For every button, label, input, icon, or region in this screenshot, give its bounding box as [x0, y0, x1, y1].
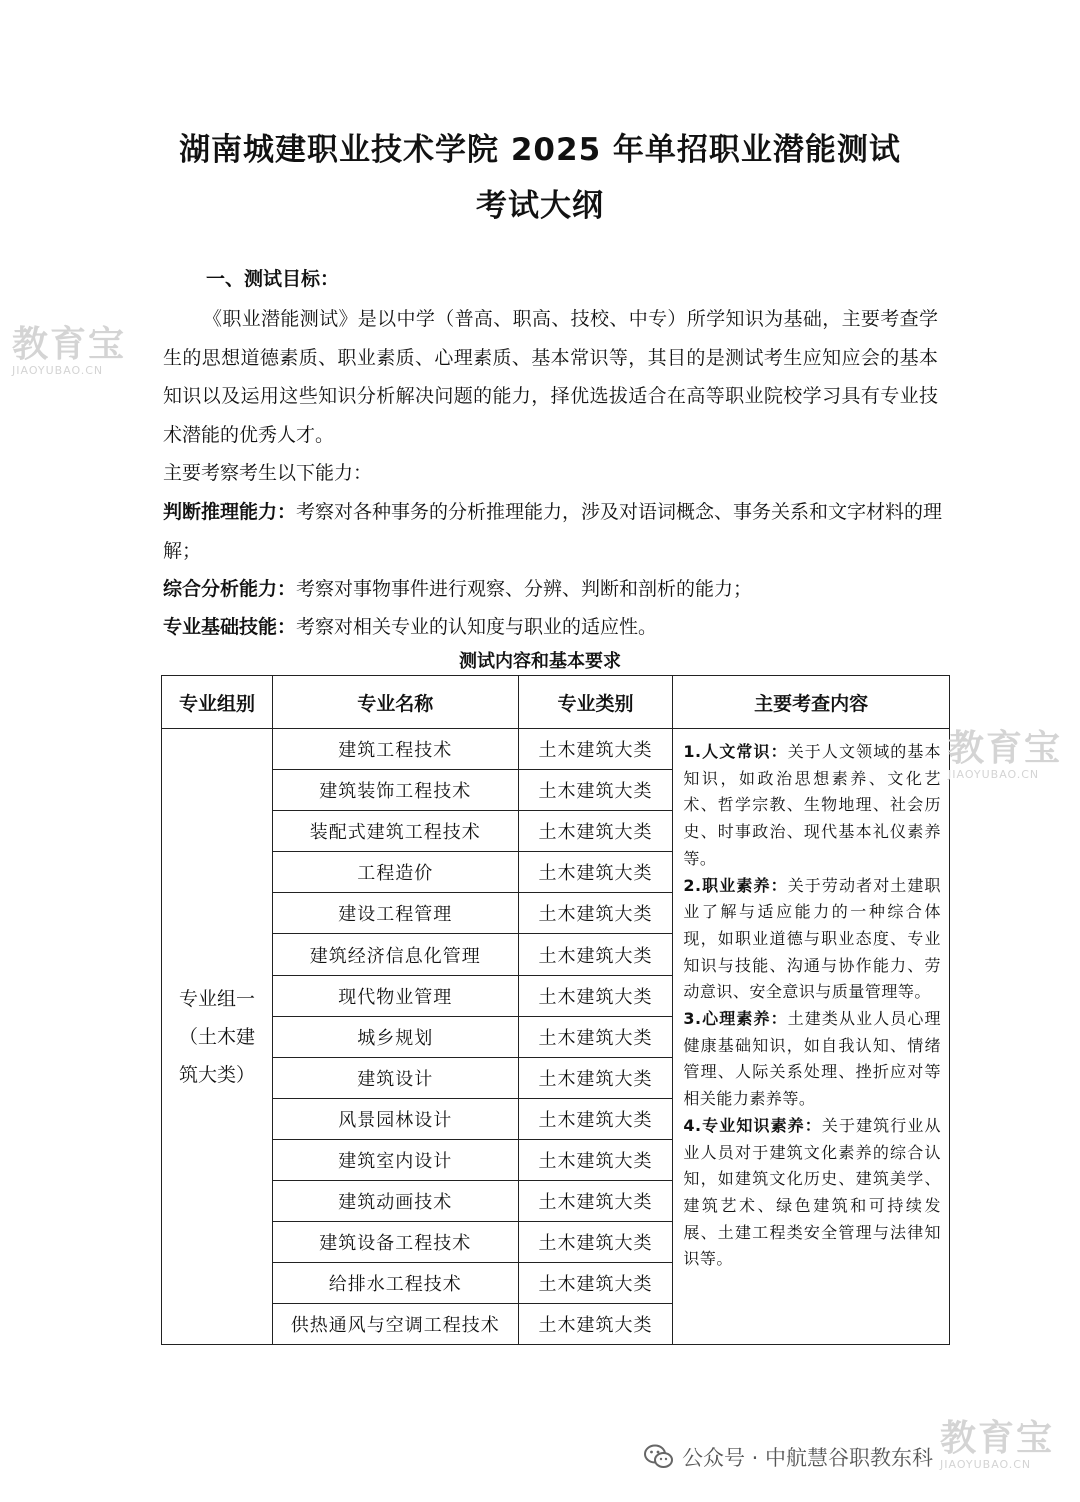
content-text: 关于建筑行业从业人员对于建筑文化素养的综合认知，如建筑文化历史、建筑美学、建筑艺术、绿色建筑和可持续发展、土建工程类安全管理与法律知识等。: [683, 1115, 941, 1269]
wechat-icon: [644, 1444, 674, 1470]
major-category: 土木建筑大类: [518, 729, 673, 770]
content-item: [683, 1006, 941, 1113]
major-name: 建筑设备工程技术: [272, 1222, 518, 1263]
header-category: 专业类别: [518, 676, 673, 729]
watermark-domain: JIAOYUBAO.CN: [12, 364, 104, 377]
watermark-text: 教育宝: [948, 728, 1063, 769]
major-category: 土木建筑大类: [518, 1057, 673, 1098]
major-category: 土木建筑大类: [518, 852, 673, 893]
major-category: 土木建筑大类: [518, 811, 673, 852]
major-category: 土木建筑大类: [518, 1304, 673, 1345]
ability-label: 判断推理能力：: [163, 501, 297, 523]
table-header-row: [162, 676, 950, 729]
footer-text: 公众号 · 中航慧谷职教东科: [682, 1446, 934, 1470]
ability-text: 考察对各种事务的分析推理能力，涉及对语词概念、事务关系和文字材料的理解；: [163, 501, 943, 562]
content-label: 4.专业知识素养：: [683, 1115, 822, 1135]
header-content: 主要考查内容: [673, 676, 950, 729]
watermark-domain: JIAOYUBAO.CN: [948, 768, 1040, 781]
page-subtitle: 考试大纲: [476, 188, 604, 224]
major-category: 土木建筑大类: [518, 770, 673, 811]
ability-text: 考察对相关专业的认知度与职业的适应性。: [296, 616, 658, 638]
major-name: 给排水工程技术: [272, 1263, 518, 1304]
table-row: [162, 729, 950, 770]
major-category: 土木建筑大类: [518, 1222, 673, 1263]
content-text: 关于人文领域的基本知识，如政治思想素养、文化艺术、哲学宗教、生物地理、社会历史、时事政治、现代基本礼仪素养等。: [683, 742, 941, 868]
major-name: 建筑经济信息化管理: [272, 934, 518, 975]
content-item: [683, 1113, 941, 1273]
header-name: 专业名称: [272, 676, 518, 729]
content-item: [683, 739, 941, 873]
ability-text: 考察对事物事件进行观察、分辨、判断和剖析的能力；: [296, 578, 753, 600]
major-name: 工程造价: [272, 852, 518, 893]
group-cell: [162, 729, 273, 1345]
abilities-intro: 主要考察考生以下能力：: [163, 462, 373, 484]
major-name: 现代物业管理: [272, 975, 518, 1016]
watermark: [940, 1420, 1054, 1471]
watermark: [12, 326, 126, 377]
content-label: 2.职业素养：: [683, 875, 788, 895]
watermark-text: 教育宝: [12, 324, 127, 365]
content-text: 关于劳动者对土建职业了解与适应能力的一种综合体现，如职业道德与职业态度、专业知识与技能、沟通与协作能力、劳动意识、安全意识与质量管理等。: [683, 875, 941, 1002]
major-name: 建筑装饰工程技术: [272, 770, 518, 811]
table-caption: 测试内容和基本要求: [459, 651, 621, 672]
content-label: 1.人文常识：: [683, 742, 788, 761]
major-category: 土木建筑大类: [518, 1139, 673, 1180]
major-category: 土木建筑大类: [518, 1016, 673, 1057]
intro-paragraph: 《职业潜能测试》是以中学（普高、职高、技校、中专）所学知识为基础，主要考查学生的思想道德素质、职业素质、心理素质、基本常识等，其目的是测试考生应知应会的基本知识以及运用这些知识分析解决问题的能力，择优选拔适合在高等职业院校学习具有专业技术潜能的优秀人才。: [163, 308, 938, 446]
header-group: 专业组别: [162, 676, 273, 729]
content-item: [683, 873, 941, 1007]
group-label: 专业组一（土木建筑大类）: [178, 987, 255, 1086]
major-category: 土木建筑大类: [518, 934, 673, 975]
major-name: 建筑工程技术: [272, 729, 518, 770]
ability-label: 综合分析能力：: [163, 578, 297, 600]
page-title: 湖南城建职业技术学院 2025 年单招职业潜能测试: [179, 132, 901, 168]
major-name: 建筑动画技术: [272, 1181, 518, 1222]
ability-skill: [163, 608, 943, 647]
ability-analysis: [163, 570, 943, 609]
major-category: 土木建筑大类: [518, 1181, 673, 1222]
content-cell: [673, 729, 950, 1345]
major-name: 建筑设计: [272, 1057, 518, 1098]
major-name: 供热通风与空调工程技术: [272, 1304, 518, 1345]
content-text: 土建类从业人员心理健康基础知识，如自我认知、情绪管理、人际关系处理、挫折应对等相关能力素养等。: [683, 1009, 941, 1109]
major-category: 土木建筑大类: [518, 1098, 673, 1139]
watermark-text: 教育宝: [940, 1418, 1055, 1459]
major-name: 建筑室内设计: [272, 1139, 518, 1180]
section-heading: 一、测试目标：: [206, 268, 340, 290]
major-name: 装配式建筑工程技术: [272, 811, 518, 852]
watermark: [948, 730, 1062, 781]
major-category: 土木建筑大类: [518, 893, 673, 934]
major-category: 土木建筑大类: [518, 1263, 673, 1304]
major-name: 城乡规划: [272, 1016, 518, 1057]
watermark-domain: JIAOYUBAO.CN: [940, 1458, 1032, 1471]
ability-label: 专业基础技能：: [163, 616, 297, 638]
footer-attribution: [644, 1442, 933, 1472]
major-category: 土木建筑大类: [518, 975, 673, 1016]
requirements-table: [161, 675, 950, 1345]
content-label: 3.心理素养：: [683, 1009, 788, 1029]
major-name: 风景园林设计: [272, 1098, 518, 1139]
ability-judgement: [163, 493, 943, 570]
major-name: 建设工程管理: [272, 893, 518, 934]
